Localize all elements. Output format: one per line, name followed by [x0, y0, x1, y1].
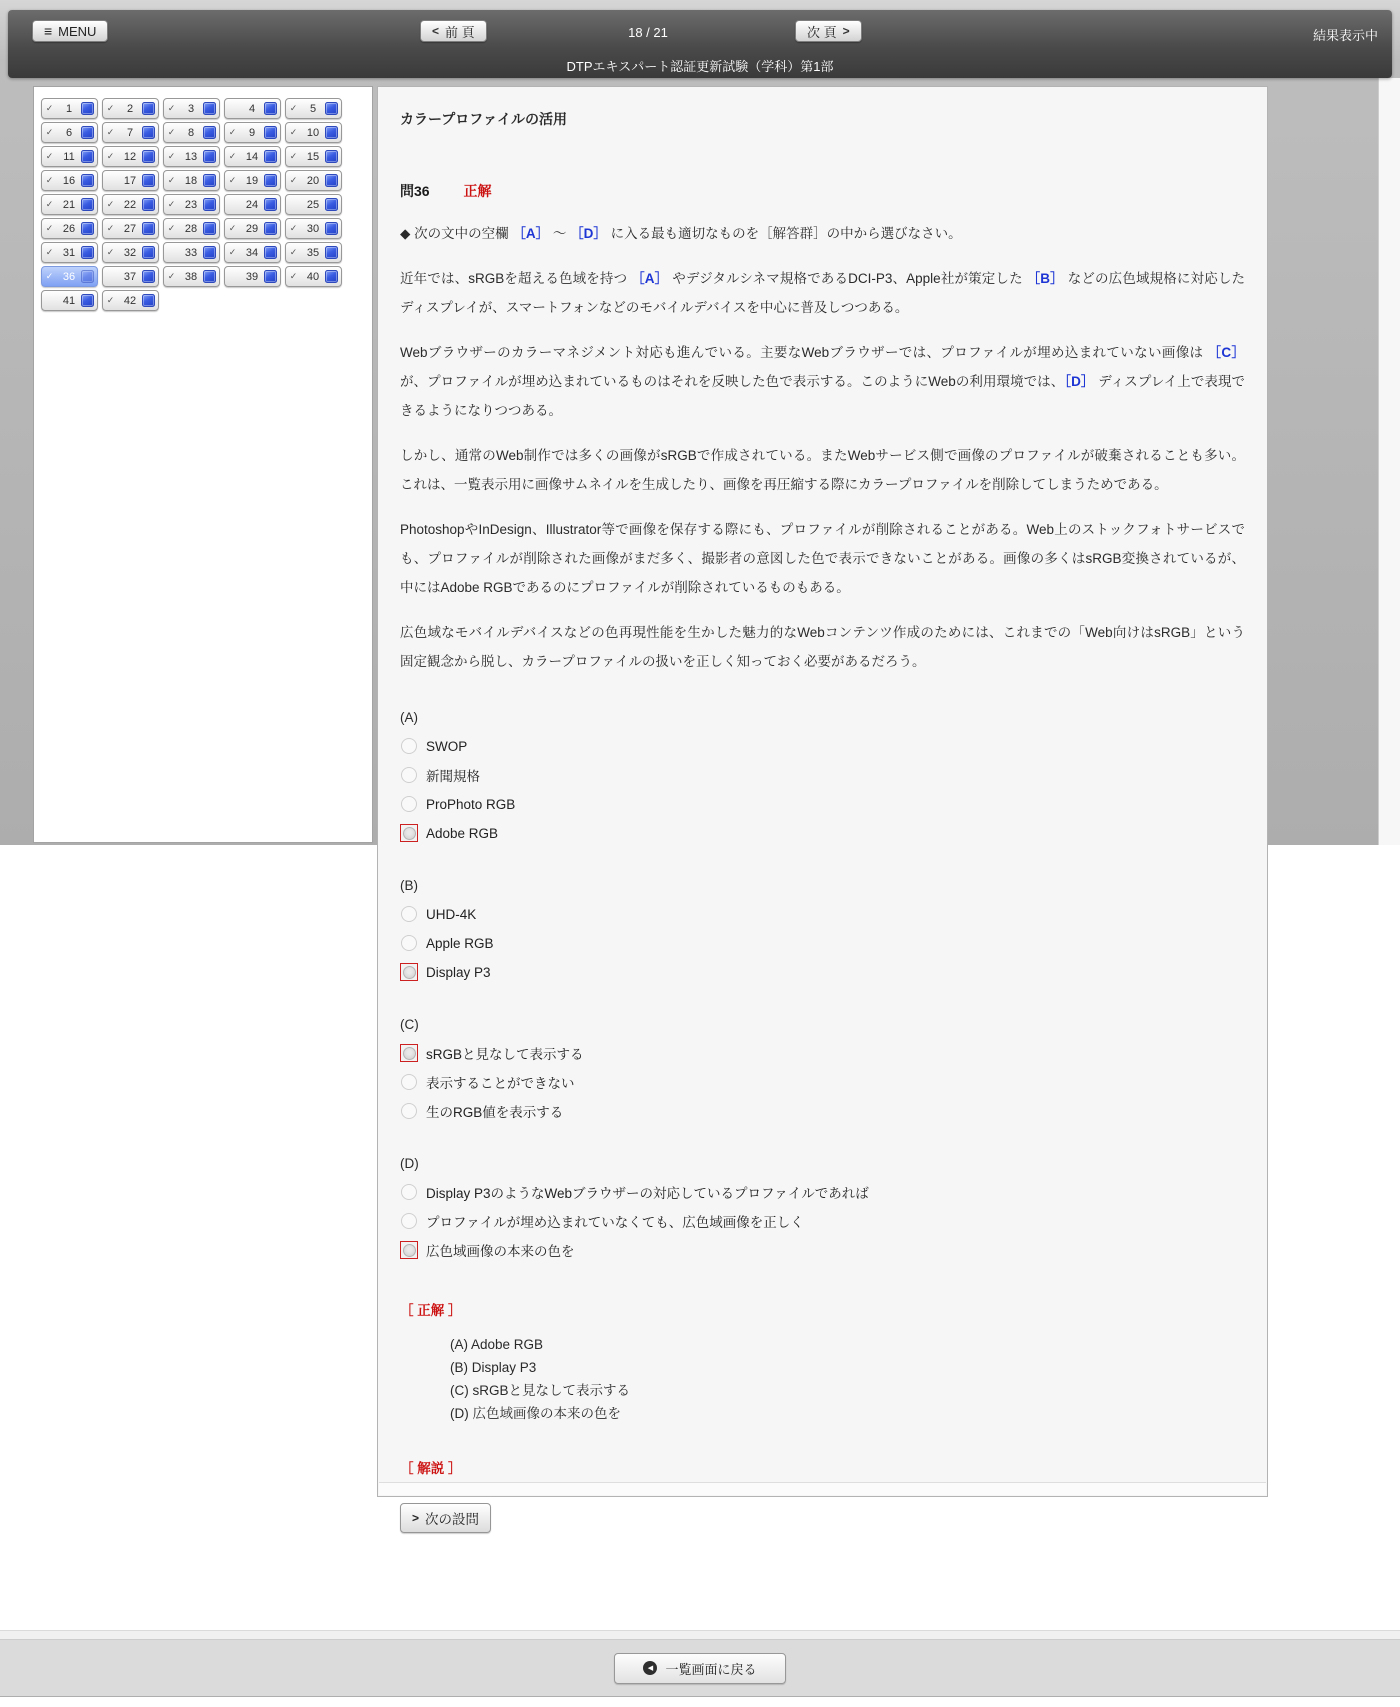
answered-checkbox-icon — [81, 246, 94, 259]
radio-icon — [401, 1184, 417, 1200]
question-number: 4 — [248, 102, 256, 115]
option-label: 表示することができない — [426, 1076, 575, 1091]
question-number: 24 — [245, 198, 259, 211]
answer-groups — [400, 708, 1245, 1261]
correct-answer-item: (C) sRGBと見なして表示する — [450, 1383, 630, 1398]
text-run: やデジタルシネマ規格であるDCI-P3、Apple社が策定した — [668, 271, 1027, 286]
question-nav-button[interactable] — [163, 146, 220, 167]
text-run: が、プロファイルが埋め込まれているものはそれを反映した色で表示する。このようにWebの利用環境では、 — [400, 374, 1065, 389]
question-number: 16 — [62, 174, 76, 187]
footer-divider — [0, 1630, 1400, 1640]
correct-answer-list — [450, 1333, 1245, 1425]
text-run: 広色域なモバイルデバイスなどの色再現性能を生かした魅力的なWebコンテンツ作成のためには、これまでの「Web向けはsRGB」という固定観念から脱し、カラープロファイルの扱いを正しく知っておく必要があるだろう。 — [400, 625, 1245, 669]
answer-option[interactable] — [400, 793, 1245, 815]
blank-token: ［A］ — [631, 271, 669, 286]
question-nav-button[interactable] — [224, 242, 281, 263]
chevron-right-icon: > — [842, 24, 850, 38]
question-nav-button[interactable] — [224, 266, 281, 287]
check-icon: ✓ — [106, 247, 115, 257]
answered-checkbox-icon — [325, 174, 338, 187]
question-paragraph — [400, 338, 1245, 425]
check-icon: ✓ — [106, 151, 115, 161]
answer-option[interactable] — [400, 1239, 1245, 1261]
answered-checkbox-icon — [81, 222, 94, 235]
question-number: 1 — [65, 102, 73, 115]
result-status-label: 結果表示中 — [1312, 28, 1378, 43]
question-number: 19 — [245, 174, 259, 187]
question-number: 17 — [123, 174, 137, 187]
radio-icon — [401, 1103, 417, 1119]
answered-checkbox-icon — [81, 102, 94, 115]
option-label: プロファイルが埋め込まれていなくても、広色域画像を正しく — [426, 1215, 804, 1230]
text-run: などの広色域規格に対応したディスプレイが、スマートフォンなどのモバイルデバイスを中心に普及しつつある。 — [400, 271, 1246, 315]
back-to-list-button[interactable] — [614, 1653, 785, 1684]
question-nav-button[interactable] — [102, 122, 159, 143]
prev-page-button[interactable] — [420, 20, 487, 42]
check-icon: ✓ — [289, 247, 298, 257]
check-icon: ✓ — [289, 127, 298, 137]
answered-checkbox-icon — [264, 174, 277, 187]
answered-checkbox-icon — [264, 198, 277, 211]
question-number-label: 問36 — [400, 183, 430, 199]
blank-token: ［D］ — [1064, 374, 1095, 389]
question-paragraph — [400, 618, 1245, 676]
check-icon: ✓ — [167, 175, 176, 185]
back-button-label: 一覧画面に戻る — [665, 1661, 757, 1677]
question-nav-button[interactable] — [102, 242, 159, 263]
answered-checkbox-icon — [325, 102, 338, 115]
answered-checkbox-icon — [203, 174, 216, 187]
check-icon: ✓ — [45, 247, 54, 257]
question-number: 41 — [62, 294, 76, 307]
check-icon: ✓ — [45, 199, 54, 209]
question-nav-button[interactable] — [102, 218, 159, 239]
next-question-button[interactable] — [400, 1503, 491, 1533]
question-nav-button[interactable] — [285, 98, 342, 119]
next-page-button[interactable] — [795, 20, 862, 42]
next-question-label: 次の設問 — [425, 1512, 480, 1527]
option-label: Display P3 — [426, 964, 491, 980]
question-prompt — [400, 219, 1245, 248]
question-nav-button[interactable] — [285, 218, 342, 239]
answered-checkbox-icon — [142, 150, 155, 163]
question-number: 40 — [306, 270, 320, 283]
answer-option[interactable] — [400, 1071, 1245, 1093]
check-icon: ✓ — [106, 127, 115, 137]
next-button-label: 次 頁 — [807, 24, 837, 40]
question-nav-button[interactable] — [102, 146, 159, 167]
question-number: 33 — [184, 246, 198, 259]
hamburger-icon: ≡ — [44, 23, 53, 39]
question-number: 29 — [245, 222, 259, 235]
question-number: 36 — [62, 270, 76, 283]
question-nav-button[interactable] — [102, 266, 159, 287]
answered-checkbox-icon — [81, 126, 94, 139]
answered-checkbox-icon — [203, 150, 216, 163]
answered-checkbox-icon — [203, 222, 216, 235]
answered-checkbox-icon — [264, 270, 277, 283]
answered-checkbox-icon — [264, 150, 277, 163]
prev-button-label: 前 頁 — [445, 24, 475, 40]
question-nav-button[interactable] — [163, 122, 220, 143]
question-number: 2 — [126, 102, 134, 115]
radio-icon — [401, 1074, 417, 1090]
question-number: 35 — [306, 246, 320, 259]
question-number: 22 — [123, 198, 137, 211]
question-number: 9 — [248, 126, 256, 139]
blank-token: ［B］ — [1026, 271, 1064, 286]
question-nav-button[interactable] — [224, 146, 281, 167]
chevron-right-icon: > — [412, 1511, 420, 1525]
answered-checkbox-icon — [203, 270, 216, 283]
option-label: 生のRGB値を表示する — [426, 1105, 564, 1120]
answer-option[interactable] — [400, 1100, 1245, 1122]
question-nav-button[interactable] — [102, 194, 159, 215]
question-nav-button[interactable] — [285, 266, 342, 287]
question-nav-button[interactable] — [41, 266, 98, 287]
question-nav-button[interactable] — [285, 170, 342, 191]
option-group-label: (C) — [400, 1017, 419, 1032]
answered-checkbox-icon — [81, 198, 94, 211]
check-icon: ✓ — [45, 103, 54, 113]
question-number: 32 — [123, 246, 137, 259]
radio-icon — [403, 1244, 416, 1257]
option-label: Adobe RGB — [426, 825, 499, 841]
radio-icon — [403, 966, 416, 979]
answered-checkbox-icon — [142, 270, 155, 283]
answer-option[interactable] — [400, 764, 1245, 786]
option-group — [400, 1154, 1245, 1261]
answered-checkbox-icon — [142, 246, 155, 259]
answered-checkbox-icon — [325, 198, 338, 211]
answered-checkbox-icon — [81, 174, 94, 187]
option-group — [400, 708, 1245, 844]
question-number: 39 — [245, 270, 259, 283]
blank-token: ［C］ — [1207, 345, 1245, 360]
text-run: 近年では、sRGBを超える色域を持つ — [400, 271, 632, 286]
check-icon: ✓ — [228, 127, 237, 137]
answered-checkbox-icon — [81, 150, 94, 163]
answer-option[interactable] — [400, 1042, 1245, 1064]
correct-answer-item: (A) Adobe RGB — [450, 1337, 544, 1352]
question-number: 30 — [306, 222, 320, 235]
answered-checkbox-icon — [142, 222, 155, 235]
answered-checkbox-icon — [142, 126, 155, 139]
correct-badge: 正解 — [463, 183, 492, 199]
check-icon: ✓ — [167, 103, 176, 113]
text-run: PhotoshopやInDesign、Illustrator等で画像を保存する際にも、プロファイルが削除されることがある。Web上のストックフォトサービスでも、プロファイルが削除された画像がまだ多く、撮影者の意図した色で表示できないことがある。画像の多くはsRGB変換されているが、中にはAdobe RGBであるのにプロファイルが削除されているものもある。 — [400, 522, 1245, 595]
option-label: ProPhoto RGB — [426, 796, 516, 812]
text-run: しかし、通常のWeb制作では多くの画像がsRGBで作成されている。またWebサービス側で画像のプロファイルが破棄されることも多い。これは、一覧表示用に画像サムネイルを生成したり、画像を再圧縮する際にカラープロファイルを削除してしまうためである。 — [400, 448, 1245, 492]
option-label: UHD-4K — [426, 906, 477, 922]
question-number: 7 — [126, 126, 134, 139]
answered-checkbox-icon — [142, 294, 155, 307]
question-nav-button[interactable] — [163, 98, 220, 119]
option-label: Display P3のようなWebブラウザーの対応しているプロファイルであれば — [426, 1186, 869, 1201]
question-nav-button[interactable] — [102, 290, 159, 311]
question-number: 10 — [306, 126, 320, 139]
question-number: 28 — [184, 222, 198, 235]
question-nav-button[interactable] — [224, 218, 281, 239]
question-nav-button[interactable] — [163, 170, 220, 191]
question-nav-button[interactable] — [41, 290, 98, 311]
question-number: 25 — [306, 198, 320, 211]
answer-option[interactable] — [400, 932, 1245, 954]
check-icon: ✓ — [167, 151, 176, 161]
check-icon: ✓ — [45, 127, 54, 137]
question-number: 18 — [184, 174, 198, 187]
correct-answer-item: (B) Display P3 — [450, 1360, 537, 1375]
check-icon: ✓ — [167, 127, 176, 137]
question-number: 5 — [309, 102, 317, 115]
selected-radio-box — [400, 1044, 418, 1062]
question-number: 12 — [123, 150, 137, 163]
selected-radio-box — [400, 963, 418, 981]
footer-bar — [0, 1640, 1400, 1697]
answer-option[interactable] — [400, 822, 1245, 844]
question-number: 42 — [123, 294, 137, 307]
answered-checkbox-icon — [264, 246, 277, 259]
check-icon: ✓ — [106, 223, 115, 233]
answered-checkbox-icon — [325, 246, 338, 259]
question-nav-button[interactable] — [224, 98, 281, 119]
answered-checkbox-icon — [264, 102, 277, 115]
radio-icon — [403, 1047, 416, 1060]
answered-checkbox-icon — [264, 126, 277, 139]
question-nav-button[interactable] — [163, 242, 220, 263]
text-run: ◆ 次の文中の空欄 — [400, 226, 513, 241]
check-icon: ✓ — [167, 223, 176, 233]
answered-checkbox-icon — [203, 102, 216, 115]
question-number: 6 — [65, 126, 73, 139]
question-nav-button[interactable] — [163, 266, 220, 287]
question-nav-button[interactable] — [41, 98, 98, 119]
question-nav-button[interactable] — [285, 242, 342, 263]
question-number: 13 — [184, 150, 198, 163]
answered-checkbox-icon — [325, 270, 338, 283]
check-icon: ✓ — [106, 103, 115, 113]
chevron-left-icon: < — [432, 24, 440, 38]
check-icon: ✓ — [289, 151, 298, 161]
question-number: 37 — [123, 270, 137, 283]
text-run: に入る最も適切なものを［解答群］の中から選びなさい。 — [606, 226, 962, 241]
question-nav-button[interactable] — [41, 122, 98, 143]
exam-title: DTPエキスパート認証更新試験（学科）第1部 — [566, 59, 834, 74]
page-scrollbar[interactable] — [1378, 78, 1400, 845]
check-icon: ✓ — [289, 175, 298, 185]
check-icon: ✓ — [228, 223, 237, 233]
radio-icon — [401, 906, 417, 922]
selected-radio-box — [400, 1241, 418, 1259]
option-group-label: (B) — [400, 878, 418, 893]
question-nav-button[interactable] — [41, 170, 98, 191]
question-paragraph — [400, 515, 1245, 602]
answered-checkbox-icon — [203, 198, 216, 211]
text-run: Webブラウザーのカラーマネジメント対応も進んでいる。主要なWebブラウザーでは、プロファイルが埋め込まれていない画像は — [400, 345, 1208, 360]
correct-answer-item: (D) 広色域画像の本来の色を — [450, 1406, 621, 1421]
section-title: カラープロファイルの活用 — [400, 111, 568, 127]
answer-option[interactable] — [400, 735, 1245, 757]
question-number: 27 — [123, 222, 137, 235]
question-number: 8 — [187, 126, 195, 139]
answered-checkbox-icon — [264, 222, 277, 235]
question-nav-button[interactable] — [102, 170, 159, 191]
check-icon: ✓ — [45, 175, 54, 185]
option-group — [400, 876, 1245, 983]
blank-token: ［A］ — [512, 226, 550, 241]
check-icon: ✓ — [167, 199, 176, 209]
option-group — [400, 1015, 1245, 1122]
question-nav-grid — [41, 98, 372, 314]
option-label: 新聞規格 — [426, 769, 480, 784]
check-icon: ✓ — [106, 295, 115, 305]
question-number: 38 — [184, 270, 198, 283]
question-number: 20 — [306, 174, 320, 187]
correct-answer-heading: ［ 正解 ］ — [400, 1303, 462, 1318]
question-nav-button[interactable] — [41, 218, 98, 239]
option-label: sRGBと見なして表示する — [426, 1047, 584, 1062]
check-icon: ✓ — [289, 271, 298, 281]
question-header — [400, 181, 1245, 201]
answered-checkbox-icon — [142, 102, 155, 115]
check-icon: ✓ — [106, 199, 115, 209]
answered-checkbox-icon — [142, 174, 155, 187]
question-nav-button[interactable] — [285, 146, 342, 167]
blank-token: ［D］ — [570, 226, 607, 241]
answered-checkbox-icon — [81, 294, 94, 307]
question-number: 14 — [245, 150, 259, 163]
explanation-heading: ［ 解説 ］ — [400, 1461, 462, 1476]
header-bar — [8, 10, 1392, 78]
answered-checkbox-icon — [203, 246, 216, 259]
question-nav-button[interactable] — [163, 194, 220, 215]
back-circle-icon: ◀ — [643, 1661, 657, 1675]
question-nav-button[interactable] — [41, 146, 98, 167]
question-nav-button[interactable] — [41, 242, 98, 263]
question-body — [400, 264, 1245, 676]
question-number: 34 — [245, 246, 259, 259]
check-icon: ✓ — [289, 103, 298, 113]
question-nav-button[interactable] — [285, 194, 342, 215]
page-indicator: 18 / 21 — [628, 25, 668, 40]
question-nav-panel — [33, 86, 373, 843]
text-run: ディスプレイ上で表現できるようになりつつある。 — [400, 374, 1246, 418]
option-label: SWOP — [426, 738, 468, 754]
answered-checkbox-icon — [325, 222, 338, 235]
radio-icon — [401, 796, 417, 812]
option-group-label: (A) — [400, 710, 418, 725]
check-icon: ✓ — [45, 223, 54, 233]
question-paragraph — [400, 264, 1245, 322]
question-number: 21 — [62, 198, 76, 211]
question-number: 15 — [306, 150, 320, 163]
question-nav-button[interactable] — [224, 122, 281, 143]
radio-icon — [401, 1213, 417, 1229]
question-paragraph — [400, 441, 1245, 499]
answer-option[interactable] — [400, 1181, 1245, 1203]
question-number: 3 — [187, 102, 195, 115]
menu-button-label: MENU — [58, 23, 97, 39]
answered-checkbox-icon — [142, 198, 155, 211]
check-icon: ✓ — [45, 151, 54, 161]
check-icon: ✓ — [228, 247, 237, 257]
check-icon: ✓ — [228, 151, 237, 161]
answered-checkbox-icon — [325, 126, 338, 139]
question-nav-button[interactable] — [224, 170, 281, 191]
check-icon: ✓ — [167, 271, 176, 281]
radio-icon — [401, 767, 417, 783]
check-icon: ✓ — [45, 271, 54, 281]
answer-option[interactable] — [400, 1210, 1245, 1232]
question-number: 26 — [62, 222, 76, 235]
answered-checkbox-icon — [325, 150, 338, 163]
check-icon: ✓ — [289, 223, 298, 233]
question-number: 23 — [184, 198, 198, 211]
question-nav-button[interactable] — [41, 194, 98, 215]
check-icon: ✓ — [228, 175, 237, 185]
answered-checkbox-icon — [81, 270, 94, 283]
selected-radio-box — [400, 824, 418, 842]
text-run: ～ — [549, 226, 571, 241]
option-label: Apple RGB — [426, 935, 494, 951]
question-nav-button[interactable] — [285, 122, 342, 143]
answer-option[interactable] — [400, 961, 1245, 983]
question-number: 31 — [62, 246, 76, 259]
radio-icon — [401, 935, 417, 951]
question-number: 11 — [63, 150, 75, 163]
option-group-label: (D) — [400, 1156, 419, 1171]
option-label: 広色域画像の本来の色を — [426, 1244, 575, 1259]
question-nav-button[interactable] — [102, 98, 159, 119]
panel-scrollbar[interactable] — [379, 1482, 1266, 1495]
question-nav-button[interactable] — [224, 194, 281, 215]
radio-icon — [401, 738, 417, 754]
question-nav-button[interactable] — [163, 218, 220, 239]
question-panel — [377, 86, 1268, 1527]
radio-icon — [403, 827, 416, 840]
answered-checkbox-icon — [203, 126, 216, 139]
menu-button[interactable] — [32, 20, 108, 42]
answer-option[interactable] — [400, 903, 1245, 925]
